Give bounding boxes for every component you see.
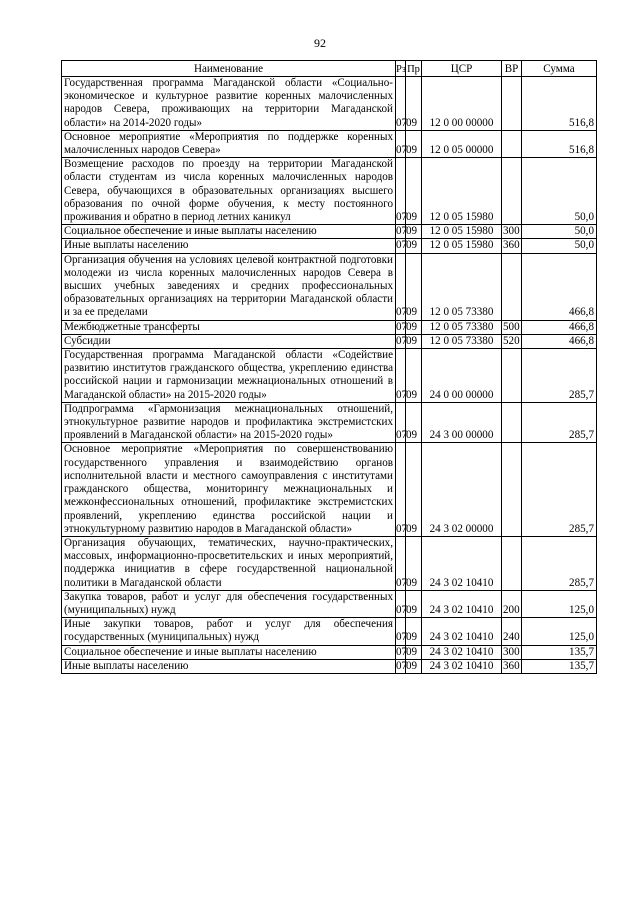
cell-name: Иные выплаты населению xyxy=(62,659,396,673)
cell-pr: 09 xyxy=(406,618,422,645)
cell-rz: 07 xyxy=(396,130,406,157)
cell-pr: 09 xyxy=(406,349,422,403)
cell-sum: 466,8 xyxy=(522,334,597,348)
cell-vr xyxy=(502,349,522,403)
cell-sum: 135,7 xyxy=(522,659,597,673)
cell-csr: 24 3 02 10410 xyxy=(422,659,502,673)
table-row xyxy=(62,130,597,157)
table-row xyxy=(62,253,597,320)
cell-vr xyxy=(502,402,522,443)
header-sum: Сумма xyxy=(522,61,597,77)
cell-name: Субсидии xyxy=(62,334,396,348)
header-rz: Рз xyxy=(396,61,406,77)
cell-csr: 12 0 05 73380 xyxy=(422,253,502,320)
cell-vr xyxy=(502,130,522,157)
cell-sum: 516,8 xyxy=(522,130,597,157)
cell-sum: 285,7 xyxy=(522,443,597,536)
cell-name: Иные закупки товаров, работ и услуг для обеспечения государственных (муниципальных) нужд xyxy=(62,618,396,645)
cell-csr: 12 0 05 15980 xyxy=(422,239,502,253)
cell-vr: 520 xyxy=(503,334,520,347)
cell-sum: 516,8 xyxy=(522,77,597,131)
cell-pr: 09 xyxy=(406,645,422,659)
cell-pr: 09 xyxy=(406,253,422,320)
table-row xyxy=(62,645,597,659)
cell-csr: 24 3 02 10410 xyxy=(422,645,502,659)
table-row xyxy=(62,402,597,443)
header-csr: ЦСР xyxy=(422,61,502,77)
cell-csr: 24 3 00 00000 xyxy=(422,402,502,443)
cell-vr: 500 xyxy=(503,320,520,333)
cell-sum: 466,8 xyxy=(522,320,597,334)
cell-csr: 12 0 05 15980 xyxy=(422,158,502,225)
cell-pr: 09 xyxy=(406,158,422,225)
cell-csr: 24 3 02 00000 xyxy=(422,443,502,536)
cell-sum: 285,7 xyxy=(522,349,597,403)
cell-pr: 09 xyxy=(406,239,422,253)
budget-table xyxy=(61,60,597,674)
cell-csr: 12 0 00 00000 xyxy=(422,77,502,131)
cell-vr: 360 xyxy=(503,659,520,672)
cell-pr: 09 xyxy=(406,225,422,239)
cell-rz: 07 xyxy=(396,320,408,333)
cell-sum: 125,0 xyxy=(522,590,597,617)
cell-vr: 240 xyxy=(502,618,522,645)
cell-vr: 300 xyxy=(503,645,520,658)
cell-sum: 285,7 xyxy=(522,402,597,443)
cell-pr: 09 xyxy=(406,659,422,673)
cell-name: Социальное обеспечение и иные выплаты населению xyxy=(62,645,396,659)
cell-vr: 360 xyxy=(503,239,520,252)
cell-rz: 07 xyxy=(396,402,406,443)
table-row xyxy=(62,239,597,253)
cell-vr xyxy=(502,158,522,225)
table-row xyxy=(62,334,597,348)
cell-name: Подпрограмма «Гармонизация межнациональных отношений, этнокультурное развитие народов и профилактика экстремистских проявлений в Магаданской области» на 2015-2020 годы» xyxy=(62,402,396,443)
table-row xyxy=(62,320,597,334)
table-row xyxy=(62,536,597,590)
cell-rz: 07 xyxy=(396,225,408,238)
cell-rz: 07 xyxy=(396,618,406,645)
cell-name: Закупка товаров, работ и услуг для обеспечения государственных (муниципальных) нужд xyxy=(62,590,396,617)
cell-pr: 09 xyxy=(406,334,422,348)
cell-vr xyxy=(502,253,522,320)
cell-rz: 07 xyxy=(396,239,408,252)
cell-name: Возмещение расходов по проезду на территории Магаданской области студентам из числа коренных малочисленных народов Севера, обучающихся в образовательных организациях высшего образования по очной форме обучения, к месту постоянного проживания и обратно в период летних каникул xyxy=(62,158,396,225)
cell-csr: 12 0 05 00000 xyxy=(422,130,502,157)
table-row xyxy=(62,158,597,225)
cell-rz: 07 xyxy=(396,590,406,617)
cell-name: Социальное обеспечение и иные выплаты населению xyxy=(62,225,396,239)
cell-pr: 09 xyxy=(406,402,422,443)
cell-sum: 125,0 xyxy=(522,618,597,645)
cell-rz: 07 xyxy=(396,253,406,320)
cell-rz: 07 xyxy=(396,659,408,672)
cell-name: Организация обучения на условиях целевой контрактной подготовки молодежи из числа коренных малочисленных народов Севера в высших учебных заведениях и средних профессиональных образовательных организациях на территории Магаданской области и за ее пределами xyxy=(62,253,396,320)
table-row xyxy=(62,349,597,403)
cell-sum: 50,0 xyxy=(522,225,597,239)
table-row xyxy=(62,443,597,536)
cell-csr: 24 0 00 00000 xyxy=(422,349,502,403)
cell-name: Основное мероприятие «Мероприятия по поддержке коренных малочисленных народов Севера» xyxy=(62,130,396,157)
header-name: Наименование xyxy=(62,61,396,77)
cell-csr: 12 0 05 73380 xyxy=(422,334,502,348)
cell-rz: 07 xyxy=(396,645,408,658)
table-row xyxy=(62,618,597,645)
cell-csr: 12 0 05 73380 xyxy=(422,320,502,334)
cell-pr: 09 xyxy=(406,536,422,590)
cell-name: Организация обучающих, тематических, научно-практических, массовых, информационно-просветительских и иных мероприятий, поддержка инициатив в сфере государственной национальной политики в Магаданской области xyxy=(62,536,396,590)
cell-rz: 07 xyxy=(396,349,406,403)
cell-rz: 07 xyxy=(396,536,406,590)
cell-sum: 285,7 xyxy=(522,536,597,590)
cell-rz: 07 xyxy=(396,77,406,131)
cell-pr: 09 xyxy=(406,130,422,157)
cell-pr: 09 xyxy=(406,320,422,334)
cell-name: Основное мероприятие «Мероприятия по совершенствованию государственного управления и взаимодействию органов исполнительной власти и местного самоуправления с институтами гражданского общества, мониторингу межнациональных и межконфессиональных отношений, профилактике экстремистских проявлений, укреплению единства российской нации и этнокультурному развитию народов в Магаданской области» xyxy=(62,443,396,536)
page-number: 92 xyxy=(314,36,326,50)
cell-name: Государственная программа Магаданской области «Социально-экономическое и культурное развитие коренных малочисленных народов Севера, проживающих на территории Магаданской области» на 2014-2020 годы» xyxy=(62,77,396,131)
cell-rz: 07 xyxy=(396,334,408,347)
table-row xyxy=(62,659,597,673)
cell-pr: 09 xyxy=(406,443,422,536)
cell-vr: 200 xyxy=(502,590,522,617)
cell-rz: 07 xyxy=(396,158,406,225)
cell-vr xyxy=(502,443,522,536)
cell-sum: 50,0 xyxy=(522,239,597,253)
table-row xyxy=(62,590,597,617)
header-vr: ВР xyxy=(502,61,522,77)
cell-vr: 300 xyxy=(503,225,520,238)
table-row xyxy=(62,225,597,239)
cell-pr: 09 xyxy=(406,590,422,617)
table-header-row xyxy=(62,61,597,77)
cell-sum: 50,0 xyxy=(522,158,597,225)
header-pr: Пр xyxy=(406,61,422,77)
cell-name: Иные выплаты населению xyxy=(62,239,396,253)
cell-rz: 07 xyxy=(396,443,406,536)
cell-name: Государственная программа Магаданской области «Содействие развитию институтов гражданского общества, укреплению единства российской нации и гармонизации межнациональных отношений в Магаданской области» на 2015-2020 годы» xyxy=(62,349,396,403)
cell-csr: 24 3 02 10410 xyxy=(422,536,502,590)
cell-vr xyxy=(502,536,522,590)
cell-csr: 24 3 02 10410 xyxy=(422,618,502,645)
cell-csr: 12 0 05 15980 xyxy=(422,225,502,239)
cell-name: Межбюджетные трансферты xyxy=(62,320,396,334)
cell-vr xyxy=(502,77,522,131)
cell-sum: 135,7 xyxy=(522,645,597,659)
cell-csr: 24 3 02 10410 xyxy=(422,590,502,617)
cell-pr: 09 xyxy=(406,77,422,131)
cell-sum: 466,8 xyxy=(522,253,597,320)
table-row xyxy=(62,77,597,131)
